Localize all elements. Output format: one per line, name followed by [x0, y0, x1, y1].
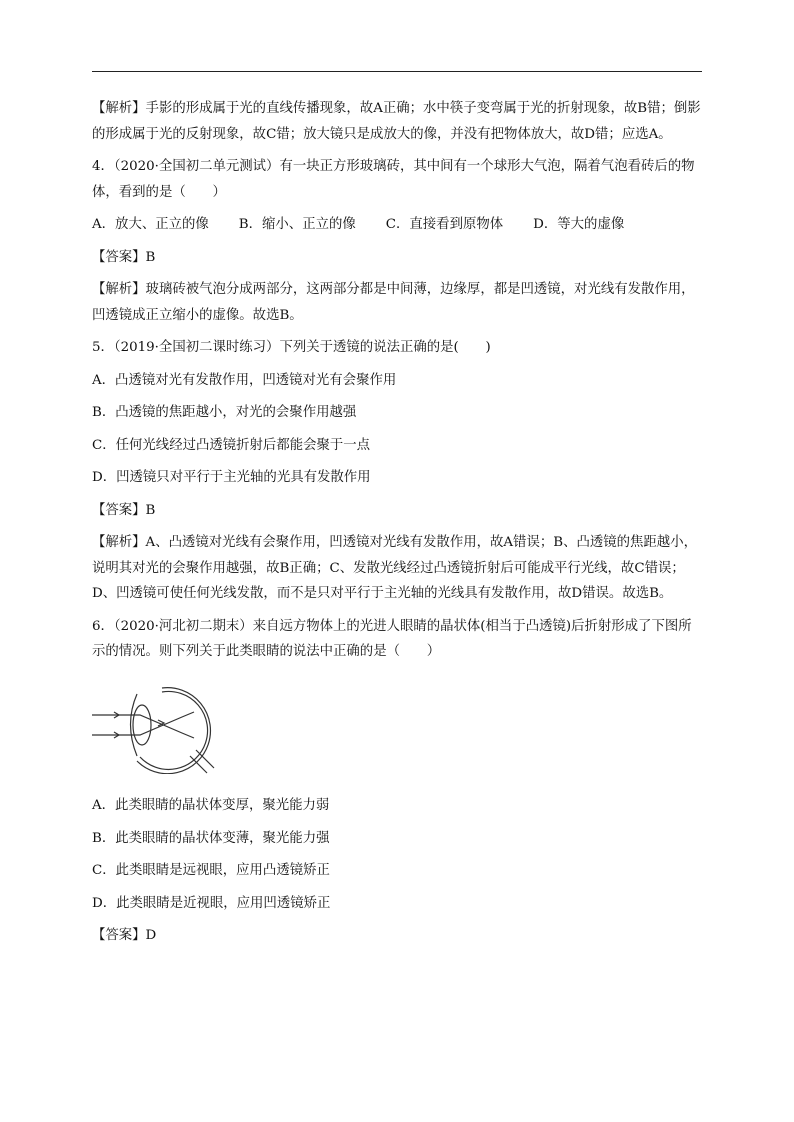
q5-option-d: D．凹透镜只对平行于主光轴的光具有发散作用 — [92, 470, 371, 485]
header-rule — [92, 71, 702, 72]
q6-option-b: B．此类眼睛的晶状体变薄，聚光能力强 — [92, 830, 330, 846]
q4-option-b: B．缩小、正立的像 — [238, 217, 356, 232]
q5-option-b: B．凸透镜的焦距越小，对光的会聚作用越强 — [92, 405, 357, 420]
lens — [133, 705, 151, 745]
q6-option-d: D．此类眼睛是近视眼，应用凹透镜矫正 — [92, 895, 331, 911]
q3-analysis: 【解析】手影的形成属于光的直线传播现象，故A正确；水中筷子变弯属于光的折射现象，故B错；倒影的形成属于光的反射现象，故C错；放大镜只是成放大的像，并没有把物体放大，故D错；应选A。 — [92, 101, 701, 142]
optic-nerve — [190, 750, 214, 773]
eyeball-outline — [137, 687, 210, 773]
q5-stem: 5．（2019·全国初二课时练习）下列关于透镜的说法正确的是( ) — [92, 340, 491, 355]
q6-answer: 【答案】D — [92, 928, 157, 943]
q4-option-c: C．直接看到原物体 — [385, 217, 504, 232]
q5-answer: 【答案】B — [92, 502, 156, 518]
q6-option-a: A．此类眼睛的晶状体变厚，聚光能力弱 — [92, 798, 330, 813]
cornea — [131, 694, 138, 756]
q4-options — [92, 212, 704, 238]
q4-stem: 4．（2020·全国初二单元测试）有一块正方形玻璃砖，其中间有一个球形大气泡，隔着气泡看砖后的物体，看到的是（ ） — [92, 159, 695, 200]
q6-stem: 6．（2020·河北初二期末）来自远方物体上的光进人眼睛的晶状体(相当于凸透镜)后折射形成了下图所示的情况。则下列关于此类眼睛的说法中正确的是（ ） — [92, 618, 692, 659]
q6-option-c: C．此类眼睛是远视眼，应用凸透镜矫正 — [92, 863, 330, 878]
q4-option-d: D．等大的虚像 — [533, 217, 625, 232]
q4-answer: 【答案】B — [92, 249, 156, 265]
q5-option-a: A．凸透镜对光有发散作用，凹透镜对光有会聚作用 — [92, 372, 397, 388]
q5-option-c: C．任何光线经过凸透镜折射后都能会聚于一点 — [92, 437, 371, 453]
q4-option-a: A．放大、正立的像 — [92, 217, 209, 232]
document-body — [92, 96, 704, 956]
eye-diagram — [92, 676, 232, 774]
q5-analysis: 【解析】A、凸透镜对光线有会聚作用，凹透镜对光线有发散作用，故A错误；B、凸透镜的焦距越小，说明其对光的会聚作用越强，故B正确；C、发散光线经过凸透镜折射后可能成平行光线，故C错误；D、凹透镜可使任何光线发散，而不是只对平行于主光轴的光线具有发散作用，故D错误。故选B。 — [92, 535, 697, 601]
q4-analysis: 【解析】玻璃砖被气泡分成两部分，这两部分都是中间薄，边缘厚，都是凹透镜，对光线有发散作用，凹透镜成正立缩小的虚像。故选B。 — [92, 282, 695, 323]
